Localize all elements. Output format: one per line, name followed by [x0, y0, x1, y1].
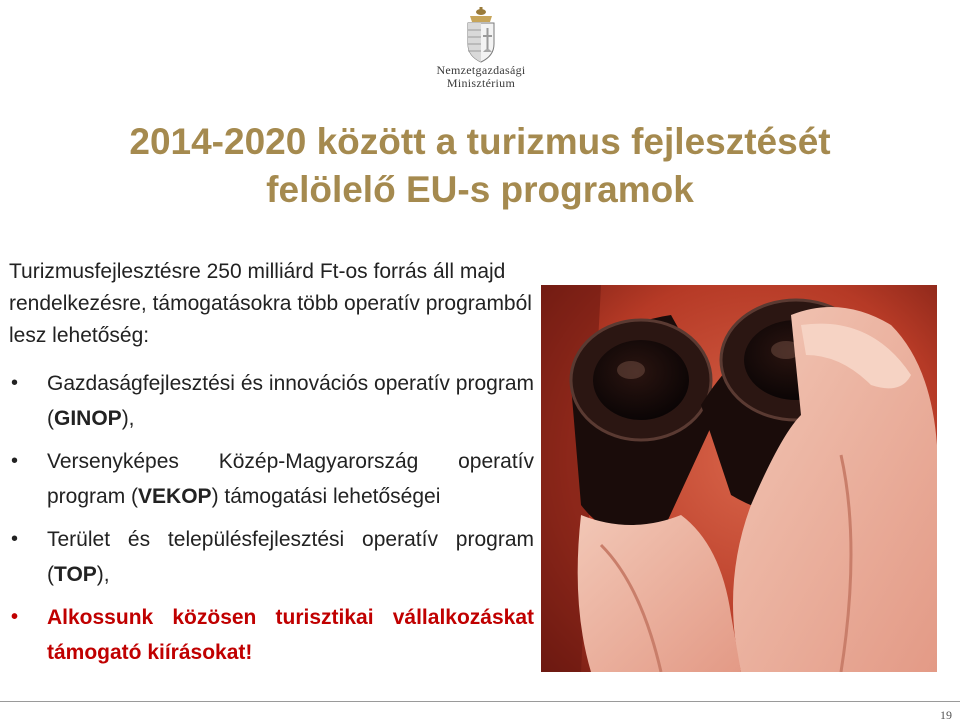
ministry-logo	[418, 6, 544, 98]
intro-paragraph: Turizmusfejlesztésre 250 milliárd Ft-os forrás áll majd rendelkezésre, támogatásokra több operatív programból lesz lehetőség:	[9, 260, 532, 347]
program-acronym: TOP	[54, 563, 97, 586]
bullet-icon: •	[11, 450, 19, 472]
program-acronym: VEKOP	[138, 485, 212, 508]
page-number: 19	[940, 708, 952, 722]
bullet-icon: •	[11, 606, 19, 628]
list-item-top	[9, 522, 534, 592]
ministry-name-line2: Minisztérium	[446, 76, 516, 90]
slide-title	[60, 118, 900, 214]
slide-title-line2: felölelő EU-s programok	[266, 169, 694, 210]
slide-title-line1: 2014-2020 között a turizmus fejlesztését	[129, 121, 831, 162]
binoculars-illustration	[541, 285, 937, 672]
list-item-text-end: ),	[121, 407, 135, 430]
list-item-text-end: ),	[96, 563, 110, 586]
list-item-text: Terület és településfejlesztési operatív program (	[47, 528, 534, 586]
list-item-ginop	[9, 366, 534, 436]
bullet-icon: •	[11, 528, 19, 550]
bullet-icon: •	[11, 372, 19, 394]
program-list	[9, 366, 534, 678]
list-item-vekop	[9, 444, 534, 514]
program-acronym: GINOP	[54, 407, 122, 430]
call-to-action-text: Alkossunk közösen turisztikai vállalkozáskat támogató kiírásokat!	[47, 606, 534, 664]
list-item-text-end: ) támogatási lehetőségei	[211, 485, 441, 508]
list-item-text: Gazdaságfejlesztési és innovációs operatív program (	[47, 372, 534, 430]
ministry-name-line1: Nemzetgazdasági	[436, 63, 526, 77]
footer-divider	[0, 701, 960, 702]
list-item-text: Versenyképes Közép-Magyarország operatív program (	[47, 450, 534, 508]
binoculars-photo	[541, 285, 937, 672]
hungarian-coat-of-arms-icon	[462, 6, 500, 64]
list-item-call-to-action	[9, 600, 534, 670]
